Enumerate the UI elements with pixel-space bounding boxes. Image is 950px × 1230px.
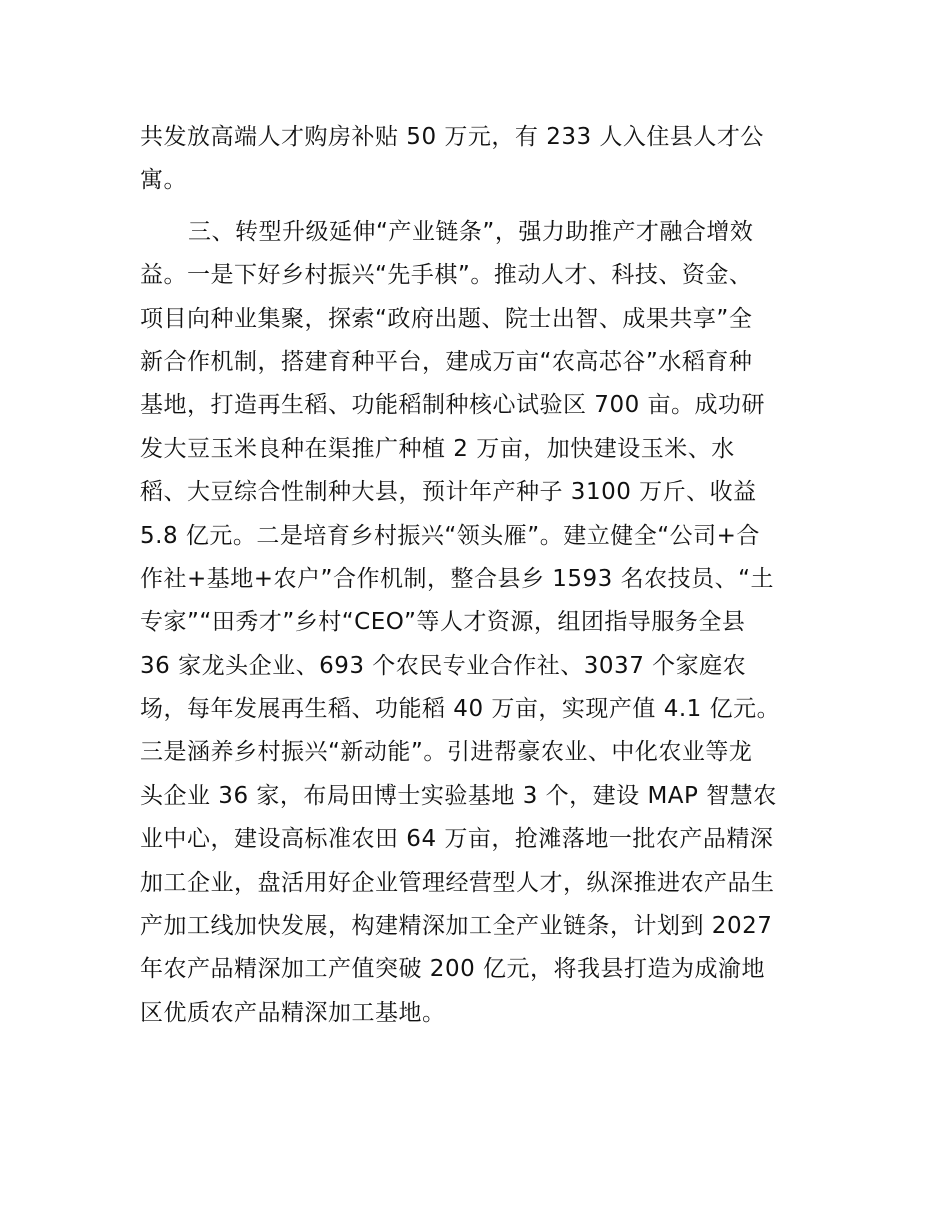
text-line: 业中心，建设高标准农田 64 万亩，抢滩落地一批农产品精深 — [140, 826, 774, 853]
text-line: 寓。 — [140, 167, 187, 194]
text-line: 场，每年发展再生稻、功能稻 40 万亩，实现产值 4.1 亿元。 — [140, 696, 781, 723]
paragraph-spacer — [140, 203, 812, 211]
text-line: 新合作机制，搭建育种平台，建成万亩“农高芯谷”水稻育种 — [140, 348, 753, 375]
text-line: 区优质农产品精深加工基地。 — [140, 999, 446, 1026]
text-line: 5.8 亿元。二是培育乡村振兴“领头雁”。建立健全“公司+合 — [140, 522, 760, 549]
text-line: 头企业 36 家，布局田博士实验基地 3 个，建设 MAP 智慧农 — [140, 782, 777, 809]
text-line: 年农产品精深加工产值突破 200 亿元，将我县打造为成渝地 — [140, 956, 766, 983]
document-body — [140, 116, 812, 1035]
paragraph-industry-chain — [140, 211, 812, 1035]
text-line: 36 家龙头企业、693 个农民专业合作社、3037 个家庭农 — [140, 652, 747, 679]
text-line: 稻、大豆综合性制种大县，预计年产种子 3100 万斤、收益 — [140, 479, 757, 506]
text-line: 基地，打造再生稻、功能稻制种核心试验区 700 亩。成功研 — [140, 392, 766, 419]
text-line: 发大豆玉米良种在渠推广种植 2 万亩，加快建设玉米、水 — [140, 435, 735, 462]
text-line-first: 三、转型升级延伸“产业链条”，强力助推产才融合增效 — [188, 218, 754, 245]
text-line: 加工企业，盘活用好企业管理经营型人才，纵深推进农产品生 — [140, 869, 775, 896]
text-line: 益。一是下好乡村振兴“先手棋”。推动人才、科技、资金、 — [140, 262, 753, 289]
paragraph-talent-housing — [140, 116, 812, 203]
text-line: 专家”“田秀才”乡村“CEO”等人才资源，组团指导服务全县 — [140, 609, 746, 636]
text-line: 产加工线加快发展，构建精深加工全产业链条，计划到 2027 — [140, 913, 773, 940]
text-line: 作社+基地+农户”合作机制，整合县乡 1593 名农技员、“土 — [140, 565, 775, 592]
text-line: 共发放高端人才购房补贴 50 万元，有 233 人入住县人才公 — [140, 124, 764, 150]
text-line: 项目向种业集聚，探索“政府出题、院士出智、成果共享”全 — [140, 305, 753, 332]
text-line: 三是涵养乡村振兴“新动能”。引进帮豪农业、中化农业等龙 — [140, 739, 753, 766]
